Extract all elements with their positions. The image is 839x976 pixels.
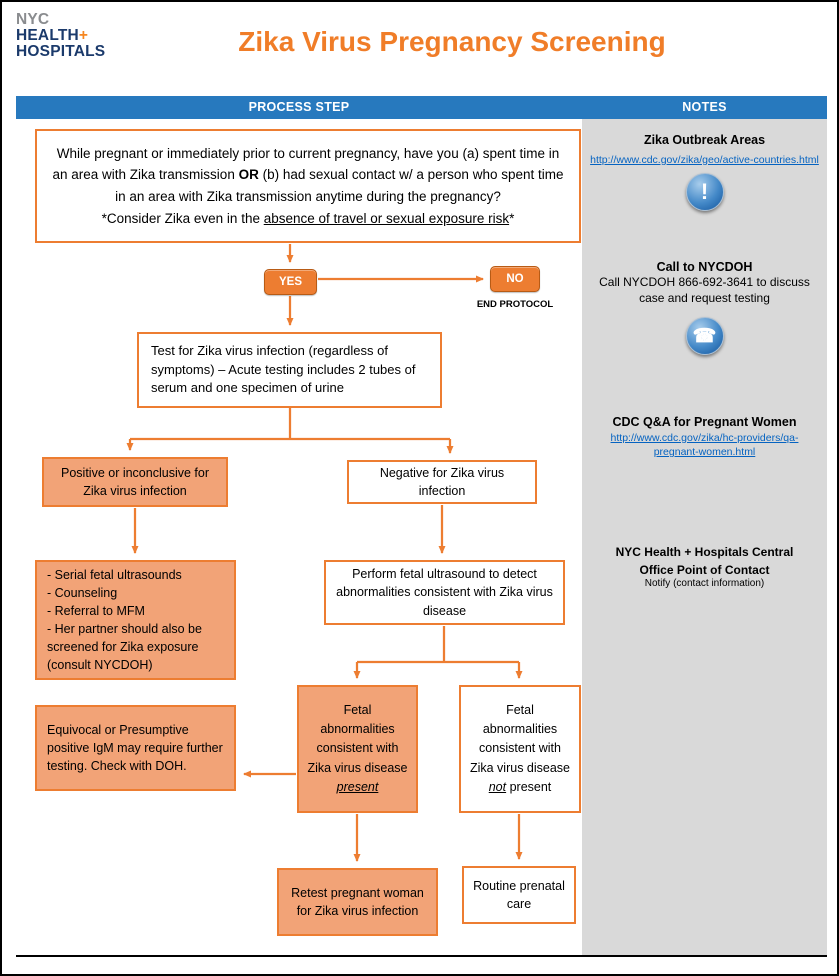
note-outbreak-link-wrap (590, 150, 819, 168)
screening-question-box (35, 129, 581, 243)
note-central-office-body: Notify (contact information) (644, 578, 765, 589)
equivocal-igm-box: Equivocal or Presumptive positive IgM may require further testing. Check with DOH. (35, 705, 236, 791)
positive-management-list (47, 566, 224, 675)
management-item: - Counseling (47, 585, 118, 600)
test-for-zika-box: Test for Zika virus infection (regardless of symptoms) – Acute testing includes 2 tubes of serum and one specimen of urine (137, 332, 442, 408)
process-step-column-header: PROCESS STEP (248, 100, 350, 114)
phone-icon: ☎ (686, 317, 724, 355)
logo-plus-sign: + (78, 27, 89, 45)
abnormalities-present-box: Fetal abnormalities consistent with Zika virus disease present (297, 685, 418, 813)
positive-result-box: Positive or inconclusive for Zika virus infection (42, 457, 228, 507)
note-outbreak-icon-wrap (590, 173, 819, 211)
note-cdc-title: CDC Q&A for Pregnant Women (612, 415, 797, 429)
logo-line-nyc: NYC (16, 11, 50, 28)
abnormalities-not-present-box: Fetal abnormalities consistent with Zika virus disease not present (459, 685, 581, 813)
end-protocol-label: END PROTOCOL (476, 299, 554, 310)
note-nycdoh-body: Call NYCDOH 866-692-3641 to discuss case and request testing (599, 275, 810, 305)
logo-line-health: HEALTH+ (16, 27, 89, 45)
outbreak-areas-link[interactable]: http://www.cdc.gov/zika/geo/active-countries.html (590, 154, 819, 166)
cdc-qa-link[interactable]: http://www.cdc.gov/zika/hc-providers/qa-pregnant-women.html (610, 432, 799, 459)
routine-care-box: Routine prenatal care (462, 866, 576, 924)
management-item: - Serial fetal ultrasounds (47, 567, 182, 582)
connector-ultrasound-split (357, 626, 519, 662)
screening-question-text: While pregnant or immediately prior to current pregnancy, have you (a) spent time in an area with Zika transmission OR (b) had sexual contact w/ a person who spent time in an area with Zika transmission anytime during the pregnancy? (52, 145, 564, 204)
note-nycdoh-icon-wrap (590, 317, 819, 355)
nyc-health-hospitals-logo (16, 12, 105, 60)
perform-ultrasound-box: Perform fetal ultrasound to detect abnormalities consistent with Zika virus disease (324, 560, 565, 625)
retest-box: Retest pregnant woman for Zika virus infection (277, 868, 438, 936)
exclamation-icon: ! (686, 173, 724, 211)
negative-result-box: Negative for Zika virus infection (347, 460, 537, 504)
connector-test-split (130, 408, 450, 439)
notes-column-header: NOTES (682, 100, 727, 114)
note-cdc-link-wrap (590, 431, 819, 460)
note-nycdoh-title: Call to NYCDOH (656, 260, 753, 274)
management-item: - Referral to MFM (47, 603, 145, 618)
screening-question-note: *Consider Zika even in the absence of travel or sexual exposure risk* (101, 210, 515, 226)
positive-management-box (35, 560, 236, 680)
no-node: NO (490, 266, 540, 292)
note-central-office-title: NYC Health + Hospitals Central Office Point of Contact (615, 545, 794, 577)
note-outbreak-title: Zika Outbreak Areas (643, 133, 766, 147)
management-item: - Her partner should also be screened for Zika exposure (consult NYCDOH) (47, 622, 202, 673)
notes-panel (582, 119, 827, 956)
page-title: Zika Virus Pregnancy Screening (238, 26, 666, 57)
column-header-bar (16, 96, 827, 119)
yes-node: YES (264, 269, 317, 295)
bottom-rule (16, 955, 827, 957)
logo-line-hospitals: HOSPITALS (16, 43, 106, 61)
